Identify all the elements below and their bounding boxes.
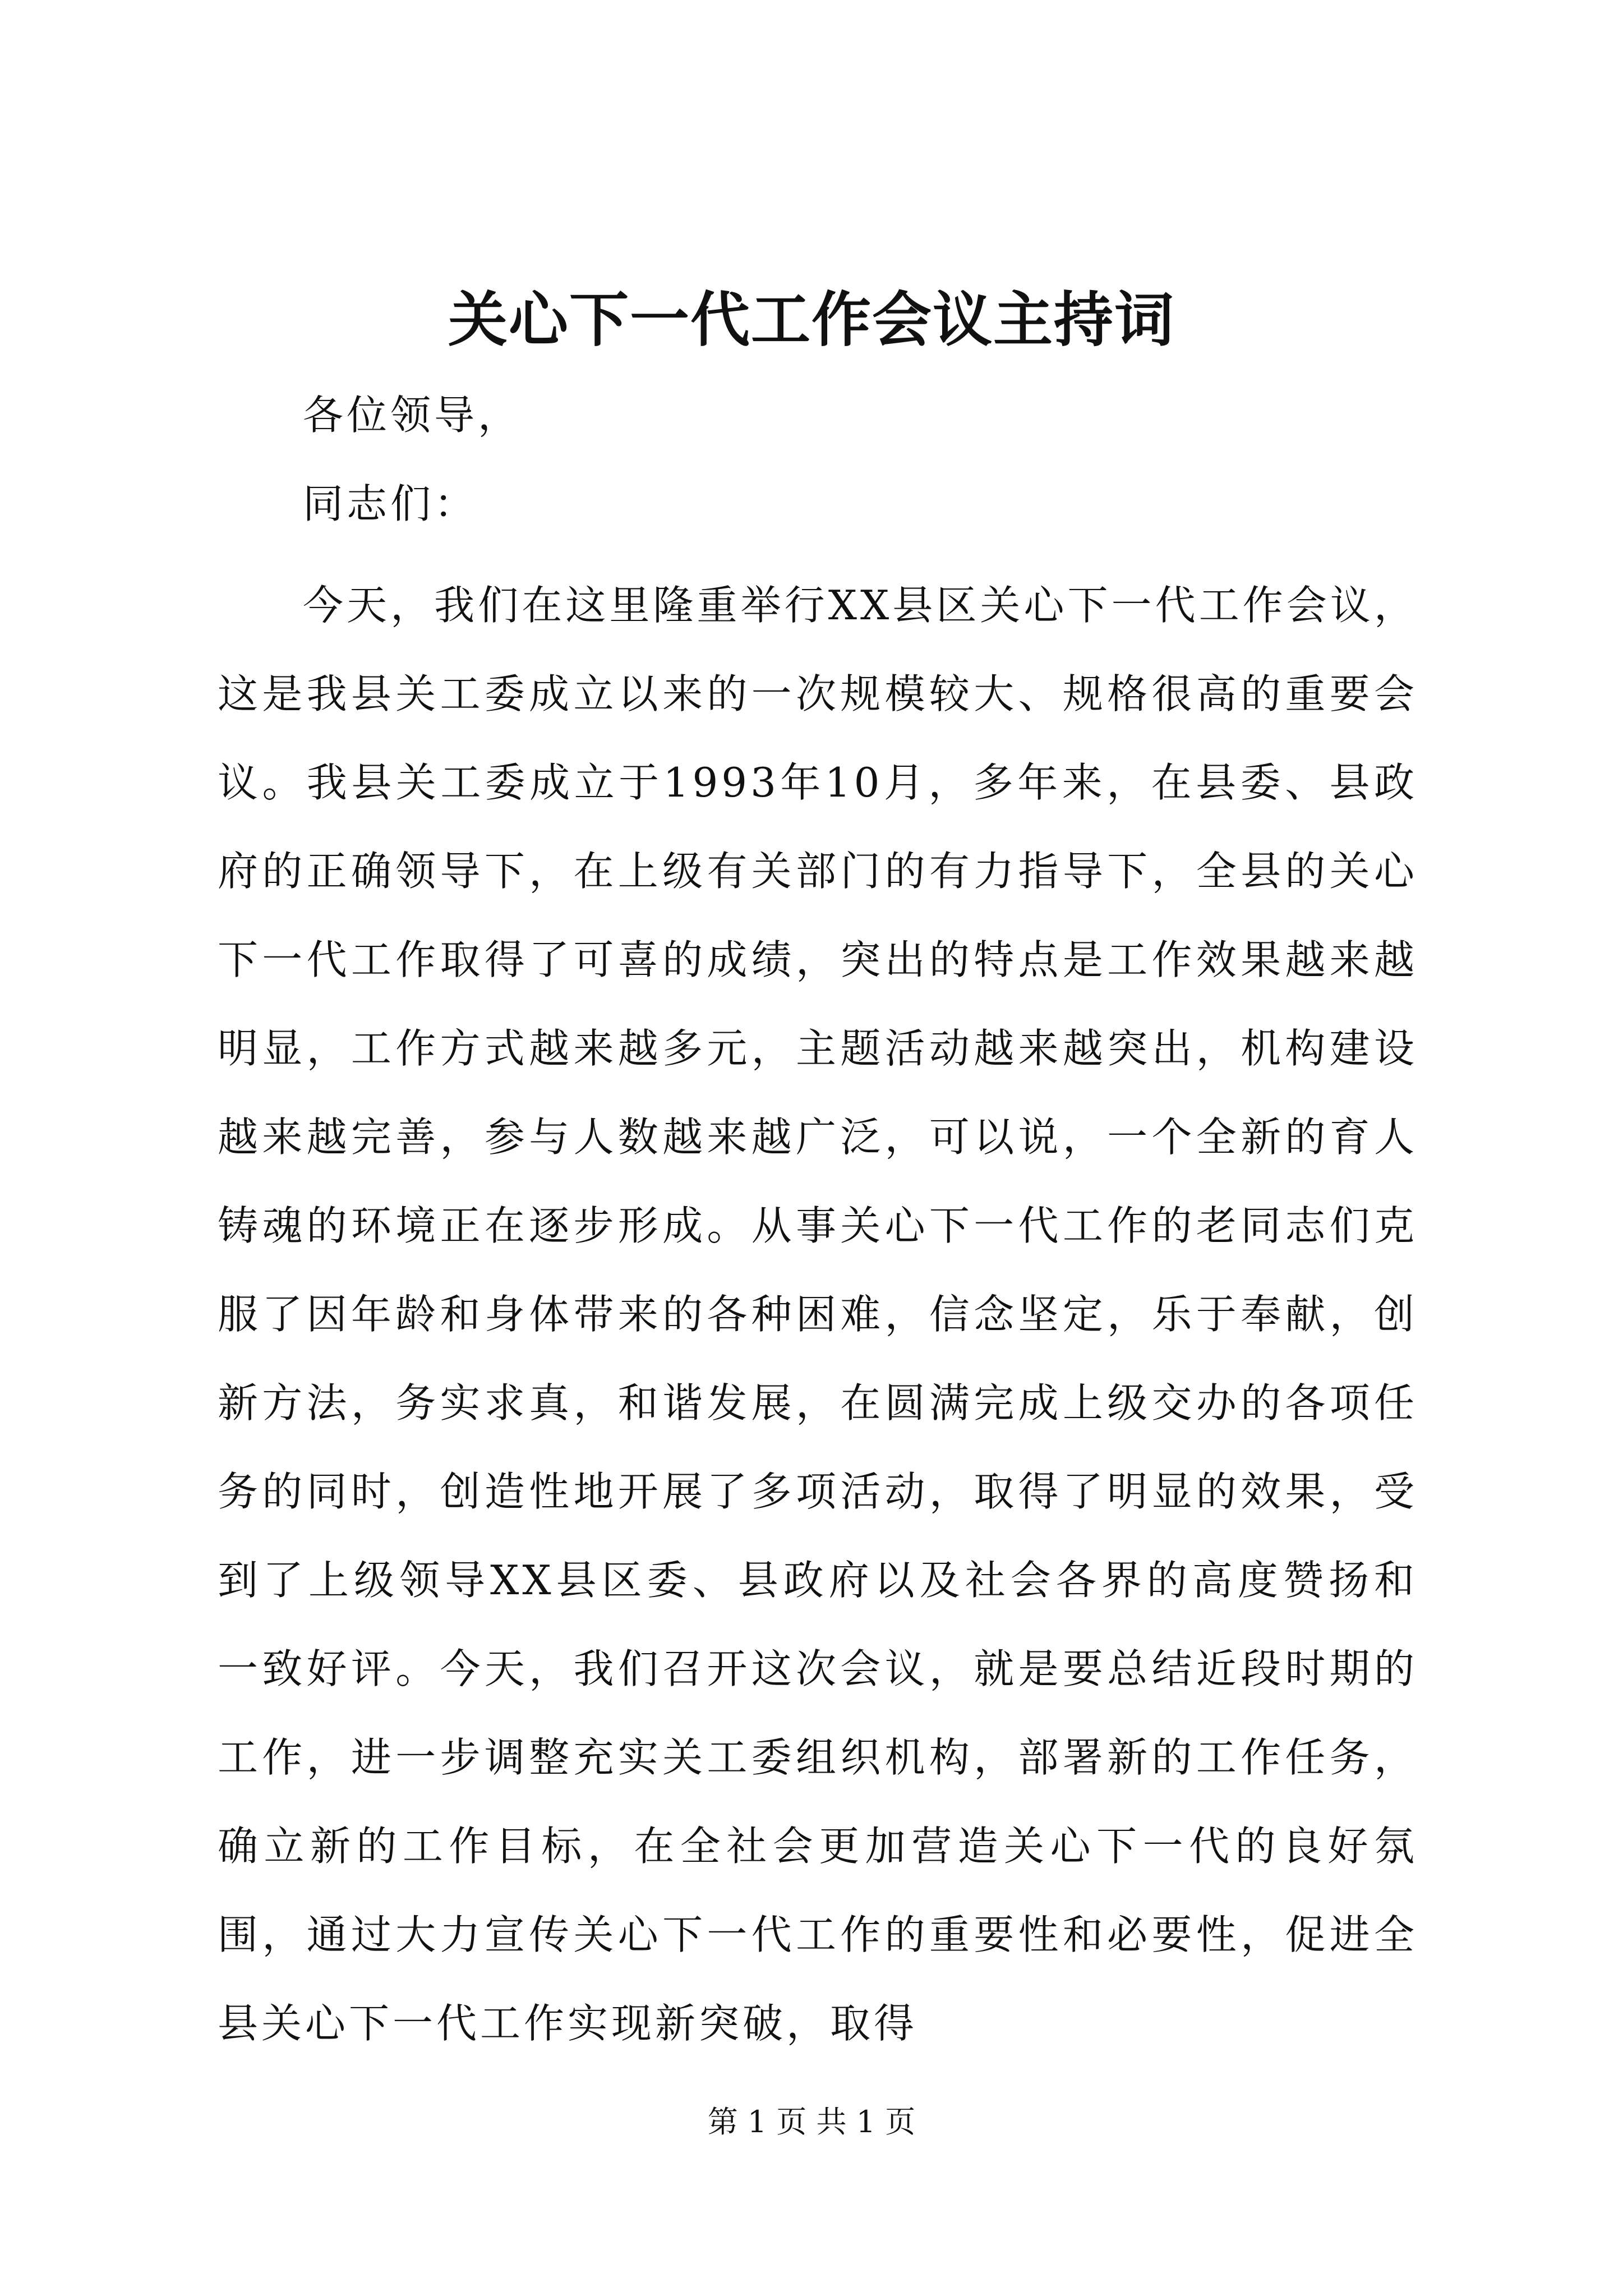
document-title: 关心下一代工作会议主持词 (448, 284, 1175, 355)
salutation-comrades: 同志们： (303, 480, 478, 527)
salutation-leaders: 各位领导， (303, 392, 522, 439)
body-paragraph: 今天，我们在这里隆重举行XX县区关心下一代工作会议，这是我县关工委成立以来的一次规模较大、规格很高的重要会议。我县关工委成立于1993年10月，多年来，在县委、县政府的正确领导下，在上级有关部门的有力指导下，全县的关心下一代工作取得了可喜的成绩，突出的特点是工作效果越来越明显，工作方式越来越多元，主题活动越来越突出，机构建设越来越完善，参与人数越来越广泛，可以说，一个全新的育人铸魂的环境正在逐步形成。从事关心下一代工作的老同志们克服了因年龄和身体带来的各种困难，信念坚定，乐于奉献，创新方法，务实求真，和谐发展，在圆满完成上级交办的各项任务的同时，创造性地开展了多项活动，取得了明显的效果，受到了上级领导XX县区委、县政府以及社会各界的高度赞扬和一致好评。今天，我们召开这次会议，就是要总结近段时期的工作，进一步调整充实关工委组织机构，部署新的工作任务，确立新的工作目标，在全社会更加营造关心下一代的良好氛围，通过大力宣传关心下一代工作的重要性和必要性，促进全县关心下一代工作实现新突破，取得 (218, 582, 1418, 2047)
page-footer: 第 1 页 共 1 页 (707, 2104, 916, 2139)
